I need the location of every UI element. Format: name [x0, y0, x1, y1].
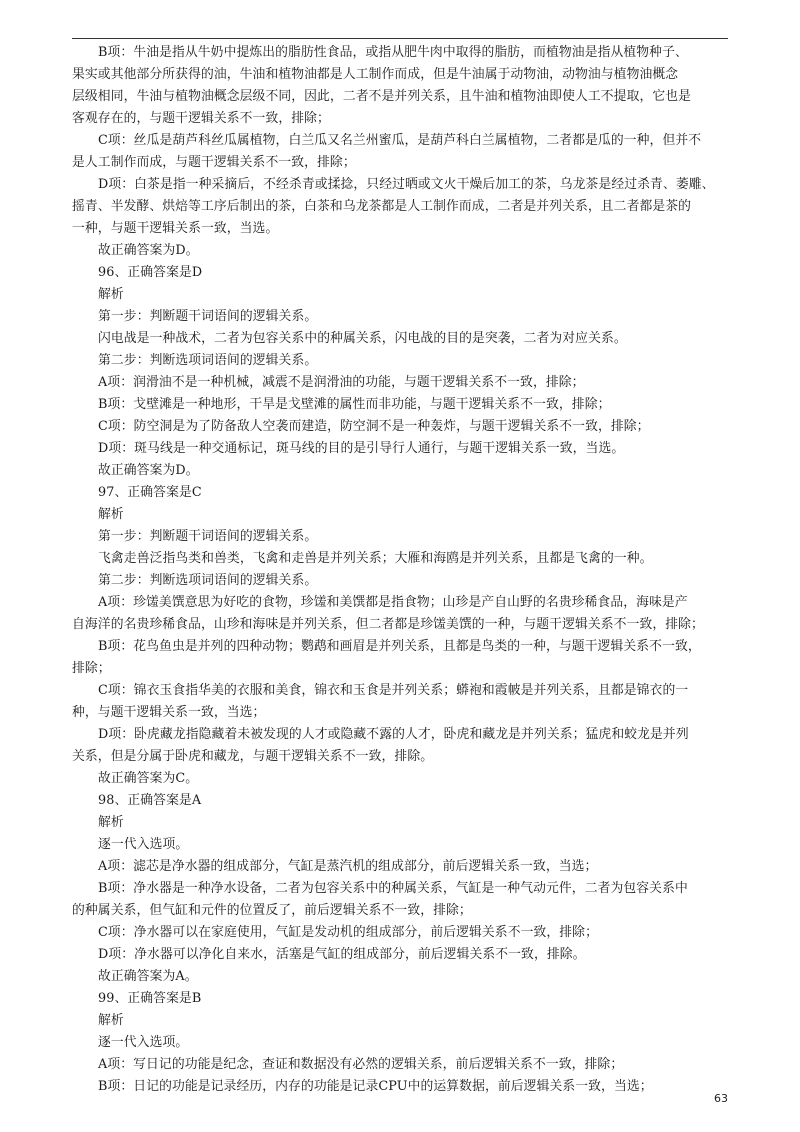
text-line: 第二步：判断选项词语间的逻辑关系。	[98, 573, 318, 588]
text-line: 果实或其他部分所获得的油，牛油和植物油都是人工制作而成，但是牛油属于动物油，动物油与植物油概念	[72, 67, 679, 82]
text-line: D项：白茶是指一种采摘后，不经杀青或揉捻，只经过晒或文火干燥后加工的茶，乌龙茶是经过杀青、萎雕、	[98, 177, 715, 192]
page-number: 63	[714, 1092, 728, 1105]
text-line: 99、正确答案是B	[98, 991, 202, 1006]
text-line: B项：日记的功能是记录经历，内存的功能是记录CPU中的运算数据，前后逻辑关系一致，当选；	[98, 1079, 653, 1094]
text-line: C项：锦衣玉食指华美的衣服和美食，锦衣和玉食是并列关系；蟒袍和霞帔是并列关系，且都是锦衣的一	[98, 683, 689, 698]
text-line: 摇青、半发酵、烘焙等工序后制出的茶，白茶和乌龙茶都是人工制作而成，二者是并列关系，且二者都是茶的	[72, 199, 692, 214]
text-line: 逐一代入选项。	[98, 1035, 189, 1050]
text-line: 故正确答案为C。	[98, 771, 199, 786]
text-line: 解析	[98, 815, 124, 830]
text-line: 关系，但是分属于卧虎和藏龙，与题干逻辑关系不一致，排除。	[72, 749, 434, 764]
text-line: C项：净水器可以在家庭使用，气缸是发动机的组成部分，前后逻辑关系不一致，排除；	[98, 925, 598, 940]
text-line: 自海洋的名贵珍稀食品，山珍和海味是并列关系，但二者都是珍馐美馔的一种，与题干逻辑关系不一致，排除；	[72, 617, 704, 632]
text-line: 排除；	[72, 661, 111, 676]
text-line: C项：丝瓜是葫芦科丝瓜属植物，白兰瓜又名兰州蜜瓜，是葫芦科白兰属植物，二者都是瓜的一种，但并不	[98, 133, 702, 148]
text-line: C项：防空洞是为了防备敌人空袭而建造，防空洞不是一种轰炸，与题干逻辑关系不一致，排除；	[98, 419, 650, 434]
text-line: 种，与题干逻辑关系一致，当选；	[72, 705, 266, 720]
text-line: A项：珍馐美馔意思为好吃的食物，珍馐和美馔都是指食物；山珍是产自山野的名贵珍稀食品，海味是产	[98, 595, 688, 610]
text-line: 的种属关系，但气缸和元件的位置反了，前后逻辑关系不一致，排除；	[72, 903, 472, 918]
text-line: A项：润滑油不是一种机械，减震不是润滑油的功能，与题干逻辑关系不一致，排除；	[98, 375, 585, 390]
text-line: 闪电战是一种战术，二者为包容关系中的种属关系，闪电战的目的是突袭，二者为对应关系。	[98, 331, 627, 346]
text-line: 故正确答案为D。	[98, 463, 199, 478]
text-line: 97、正确答案是C	[98, 485, 202, 500]
text-line: D项：净水器可以净化自来水，活塞是气缸的组成部分，前后逻辑关系不一致，排除。	[98, 947, 586, 962]
text-line: B项：净水器是一种净水设备，二者为包容关系中的种属关系，气缸是一种气动元件，二者为包容关系中	[98, 881, 688, 896]
text-line: 客观存在的，与题干逻辑关系不一致，排除；	[72, 111, 330, 126]
text-line: 第一步：判断题干词语间的逻辑关系。	[98, 529, 318, 544]
text-line: 故正确答案为A。	[98, 969, 198, 984]
text-line: 是人工制作而成，与题干逻辑关系不一致，排除；	[72, 155, 356, 170]
text-line: 98、正确答案是A	[98, 793, 202, 808]
text-line: D项：卧虎藏龙指隐藏着未被发现的人才或隐藏不露的人才，卧虎和藏龙是并列关系；猛虎和蛟龙是并列	[98, 727, 689, 742]
text-line: A项：滤芯是净水器的组成部分，气缸是蒸汽机的组成部分，前后逻辑关系一致，当选；	[98, 859, 598, 874]
text-line: 解析	[98, 1013, 124, 1028]
text-line: 第一步：判断题干词语间的逻辑关系。	[98, 309, 318, 324]
text-line: 一种，与题干逻辑关系一致，当选。	[72, 221, 279, 236]
text-line: 飞禽走兽泛指鸟类和兽类，飞禽和走兽是并列关系；大雁和海鸥是并列关系，且都是飞禽的一种。	[98, 551, 653, 566]
text-line: B项：牛油是指从牛奶中提炼出的脂肪性食品，或指从肥牛肉中取得的脂肪，而植物油是指从植物种子、	[98, 45, 688, 60]
document-body	[72, 42, 728, 1098]
text-line: 层级相同，牛油与植物油概念层级不同，因此，二者不是并列关系，且牛油和植物油即使人工不提取，它也是	[72, 89, 692, 104]
text-line: 故正确答案为D。	[98, 243, 199, 258]
header-rule	[72, 38, 728, 39]
text-line: 第二步：判断选项词语间的逻辑关系。	[98, 353, 318, 368]
text-line: B项：花鸟鱼虫是并列的四种动物；鹦鹉和画眉是并列关系，且都是鸟类的一种，与题干逻辑关系不一致，	[98, 639, 701, 654]
text-line: 96、正确答案是D	[98, 265, 203, 280]
text-line: 逐一代入选项。	[98, 837, 189, 852]
text-line: 解析	[98, 287, 124, 302]
text-line: D项：斑马线是一种交通标记，斑马线的目的是引导行人通行，与题干逻辑关系一致，当选。	[98, 441, 625, 456]
text-line: A项：写日记的功能是纪念，查证和数据没有必然的逻辑关系，前后逻辑关系不一致，排除；	[98, 1057, 624, 1072]
text-line: 解析	[98, 507, 124, 522]
text-line: B项：戈壁滩是一种地形，干旱是戈壁滩的属性而非功能，与题干逻辑关系不一致，排除；	[98, 397, 611, 412]
